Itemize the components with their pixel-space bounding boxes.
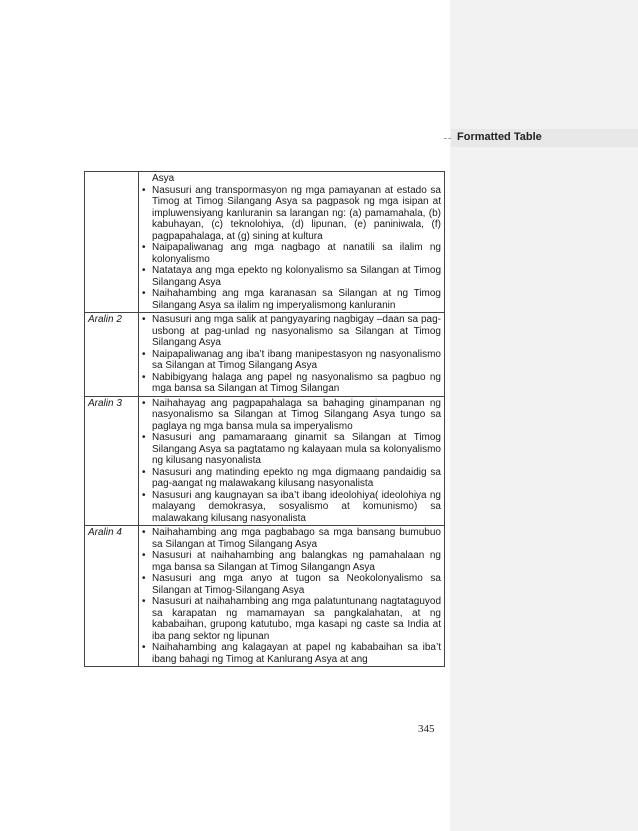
list-item: • Naihahambing ang mga karanasan sa Silangan at ng Timog Silangang Asya sa ilalim ng imperyalismong kanluranin: [142, 288, 441, 311]
bullet-icon: •: [142, 596, 146, 607]
page-number: 345: [418, 723, 435, 735]
lesson-cell: Aralin 4: [85, 526, 139, 667]
list-item: • Natataya ang mga epekto ng kolonyalismo sa Silangan at Timog Silangang Asya: [142, 265, 441, 288]
bullet-icon: •: [142, 397, 146, 409]
competency-cell: [139, 526, 445, 667]
bullet-icon: •: [142, 642, 146, 653]
comment-pane: [450, 0, 638, 831]
list-item: • Nasusuri ang matinding epekto ng mga digmaang pandaidig sa pag-aangat ng malawakang kilusang nasyonalista: [142, 466, 441, 489]
list-item: • Nasusuri ang kaugnayan sa iba’t ibang ideolohiya( ideolohiya ng malayang demokrasya, sosyalismo at komunismo) sa malawakang kilusang nasyonalista: [142, 489, 441, 524]
competency-cell: [139, 313, 445, 397]
list-item: • Nasusuri ang transpormasyon ng mga pamayanan at estado sa Timog at Timog Silangang Asya sa pagpasok ng mga isipan at impluwensiyang kanluranin sa larangan ng: (a) pamamahala, (b) kabuhayan, (c) teknolohiya, (d) lipunan, (e) paniniwala, (f) pagpapahalaga, at (g) sining at kultura: [142, 184, 441, 242]
table-row: [85, 526, 445, 667]
bullet-icon: •: [142, 242, 146, 253]
list-item: • Naipapaliwanag ang iba’t ibang manipestasyon ng nasyonalismo sa Silangan at Timog Silangang Asya: [142, 348, 441, 371]
bullet-icon: •: [142, 314, 146, 325]
list-item: • Nabibigyang halaga ang papel ng nasyonalismo sa pagbuo ng mga bansa sa Silangan at Timog Silangan: [142, 371, 441, 394]
lesson-cell: Aralin 3: [85, 396, 139, 526]
list-item: • Nasusuri at naihahambing ang mga palatuntunang nagtataguyod sa karapatan ng mamamayan sa pangkalahatan, at ng kababaihan, grupong katutubo, mga kasapi ng caste sa India at iba pang sektor ng lipunan: [142, 596, 441, 642]
lesson-cell: [85, 172, 139, 313]
continuation-text: Asya: [152, 173, 175, 184]
list-item: • Naihahambing ang kalagayan at papel ng kababaihan sa iba’t ibang bahagi ng Timog at Kanlurang Asya at ang: [142, 642, 441, 665]
bullet-icon: •: [142, 348, 146, 360]
competency-table: [84, 171, 445, 667]
bullet-icon: •: [142, 265, 146, 276]
bullet-icon: •: [142, 184, 146, 196]
lesson-cell: Aralin 2: [85, 313, 139, 397]
bullet-icon: •: [142, 288, 146, 299]
list-item: • Naihahambing ang mga pagbabago sa mga bansang bumubuo sa Silangan at Timog Silangang Asya: [142, 527, 441, 550]
bullet-icon: •: [142, 550, 146, 561]
comment-connector: [444, 138, 451, 139]
list-item: • Nasusuri ang mga salik at pangyayaring nagbigay –daan sa pag-usbong at pag-unlad ng nasyonalismo sa Silangan at Timog Silangang Asya: [142, 314, 441, 348]
bullet-icon: •: [142, 466, 146, 478]
bullet-icon: •: [142, 489, 146, 501]
list-item: • Naihahayag ang pagpapahalaga sa bahaging ginampanan ng nasyonalismo sa Silangan at Timog Silangang Asya tungo sa paglaya ng mga bansa mula sa imperyalismo: [142, 397, 441, 432]
bullet-icon: •: [142, 371, 146, 383]
competency-cell: [139, 396, 445, 526]
bullet-icon: •: [142, 527, 146, 538]
table-row: [85, 313, 445, 397]
table-row: [85, 396, 445, 526]
list-item: • Naipapaliwanag ang mga nagbago at nanatili sa ilalim ng kolonyalismo: [142, 242, 441, 265]
list-item: • Nasusuri ang mga anyo at tugon sa Neokolonyalismo sa Silangan at Timog-Silangang Asya: [142, 573, 441, 596]
bullet-icon: •: [142, 573, 146, 584]
formatting-comment-label: Formatted Table: [457, 131, 542, 143]
bullet-icon: •: [142, 432, 146, 443]
competency-cell: [139, 172, 445, 313]
list-item: • Nasusuri ang pamamaraang ginamit sa Silangan at Timog Silangang Asya sa pagtatamo ng kalayaan mula sa kolonyalismo ng kilusang nasyonalista: [142, 432, 441, 466]
table-row: [85, 172, 445, 313]
list-item: • Nasusuri at naihahambing ang balangkas ng pamahalaan ng mga bansa sa Silangan at Timog Silangangn Asya: [142, 550, 441, 573]
